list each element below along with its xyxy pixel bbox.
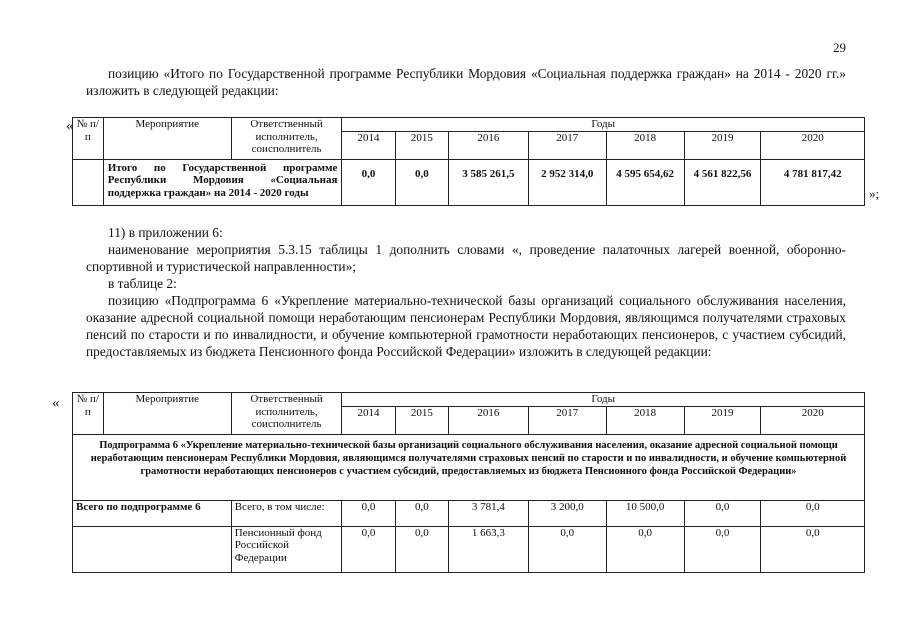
table-cell: 0,0 (684, 500, 761, 526)
table-cell: 4 595 654,62 (606, 159, 684, 205)
table-cell (73, 159, 104, 205)
open-quote-2: « (52, 395, 60, 411)
table-cell: 1 663,3 (448, 526, 528, 572)
header-resp: Ответственный исполнитель, соисполнитель (231, 393, 342, 435)
close-quote-1: »; (869, 186, 880, 201)
table-cell: 0,0 (395, 526, 448, 572)
table-cell: 2 952 314,0 (528, 159, 606, 205)
section-11-line2: в таблице 2: (108, 276, 177, 291)
year-header: 2019 (684, 131, 761, 159)
total-row-label: Итого по Государственной программе Республики Мордовия «Социальная поддержка граждан» на 2014 - 2020 годы (103, 159, 342, 205)
page-number: 29 (833, 40, 846, 55)
table-cell: 0,0 (761, 526, 865, 572)
header-resp: Ответственный исполнитель, соисполнитель (231, 118, 342, 160)
section-11-heading: 11) в приложении 6: (108, 225, 223, 240)
year-header: 2015 (395, 406, 448, 434)
year-header: 2018 (606, 406, 684, 434)
table-cell: 3 200,0 (528, 500, 606, 526)
table-cell: 0,0 (395, 500, 448, 526)
table-cell: 0,0 (395, 159, 448, 205)
year-header: 2016 (448, 406, 528, 434)
header-years: Годы (342, 118, 865, 132)
year-header: 2020 (761, 406, 865, 434)
table-cell: 0,0 (606, 526, 684, 572)
header-event: Мероприятие (103, 393, 231, 435)
header-event: Мероприятие (103, 118, 231, 160)
subprogram-title: Подпрограмма 6 «Укрепление материально-технической базы организаций социального обслуживания населения, оказание адресной социальной помощи неработающим пенсионерам Республики Мордовия, являющимся получателями страховых пенсий по старости и по инвалидности, и обучение компьютерной грамотности неработающих пенсионеров с участием субсидий, предоставляемых из бюджета Пенсионного фонда Российской Федерации» (73, 434, 865, 500)
open-quote-1: « (66, 118, 74, 134)
table-cell: 0,0 (761, 500, 865, 526)
year-header: 2016 (448, 131, 528, 159)
year-header: 2014 (342, 406, 395, 434)
year-header: 2014 (342, 131, 395, 159)
intro-paragraph (86, 65, 846, 99)
table-cell: 0,0 (528, 526, 606, 572)
subprogram-total-label: Всего по подпрограмме 6 (73, 500, 232, 526)
header-num: № п/п (73, 393, 104, 435)
table-cell: Всего, в том числе: (231, 500, 342, 526)
table-cell: 4 781 817,42 (761, 159, 865, 205)
year-header: 2015 (395, 131, 448, 159)
section-11-line3: позицию «Подпрограмма 6 «Укрепление материально-технической базы организаций социального обслуживания населения, оказание адресной социальной помощи неработающим пенсионерам Республики Мордовия, являющимся получателями страховых пенсий по старости и по инвалидности, и обучение компьютерной грамотности неработающих пенсионеров, с участием субсидий, предоставляемых из бюджета Пенсионного фонда Российской Федерации» изложить в следующей редакции: (86, 293, 846, 359)
year-header: 2017 (528, 131, 606, 159)
subprogram-table (72, 392, 865, 573)
table-cell: Пенсионный фонд Российской Федерации (231, 526, 342, 572)
table-cell: 0,0 (684, 526, 761, 572)
year-header: 2018 (606, 131, 684, 159)
intro-text: позицию «Итого по Государственной программе Республики Мордовия «Социальная поддержка граждан» на 2014 - 2020 гг.» изложить в следующей редакции: (86, 66, 846, 98)
table-cell: 3 781,4 (448, 500, 528, 526)
table-cell (73, 526, 232, 572)
section-11 (86, 224, 846, 360)
year-header: 2020 (761, 131, 865, 159)
header-years: Годы (342, 393, 865, 407)
table-cell: 0,0 (342, 500, 395, 526)
table-cell: 10 500,0 (606, 500, 684, 526)
table-cell: 0,0 (342, 159, 395, 205)
section-11-line1: наименование мероприятия 5.3.15 таблицы 1 дополнить словами «, проведение палаточных лагерей военной, оборонно-спортивной и туристической направленности»; (86, 242, 846, 274)
table-cell: 0,0 (342, 526, 395, 572)
year-header: 2019 (684, 406, 761, 434)
header-num: № п/п (73, 118, 104, 160)
table-cell: 4 561 822,56 (684, 159, 761, 205)
total-table (72, 117, 865, 206)
year-header: 2017 (528, 406, 606, 434)
table-cell: 3 585 261,5 (448, 159, 528, 205)
